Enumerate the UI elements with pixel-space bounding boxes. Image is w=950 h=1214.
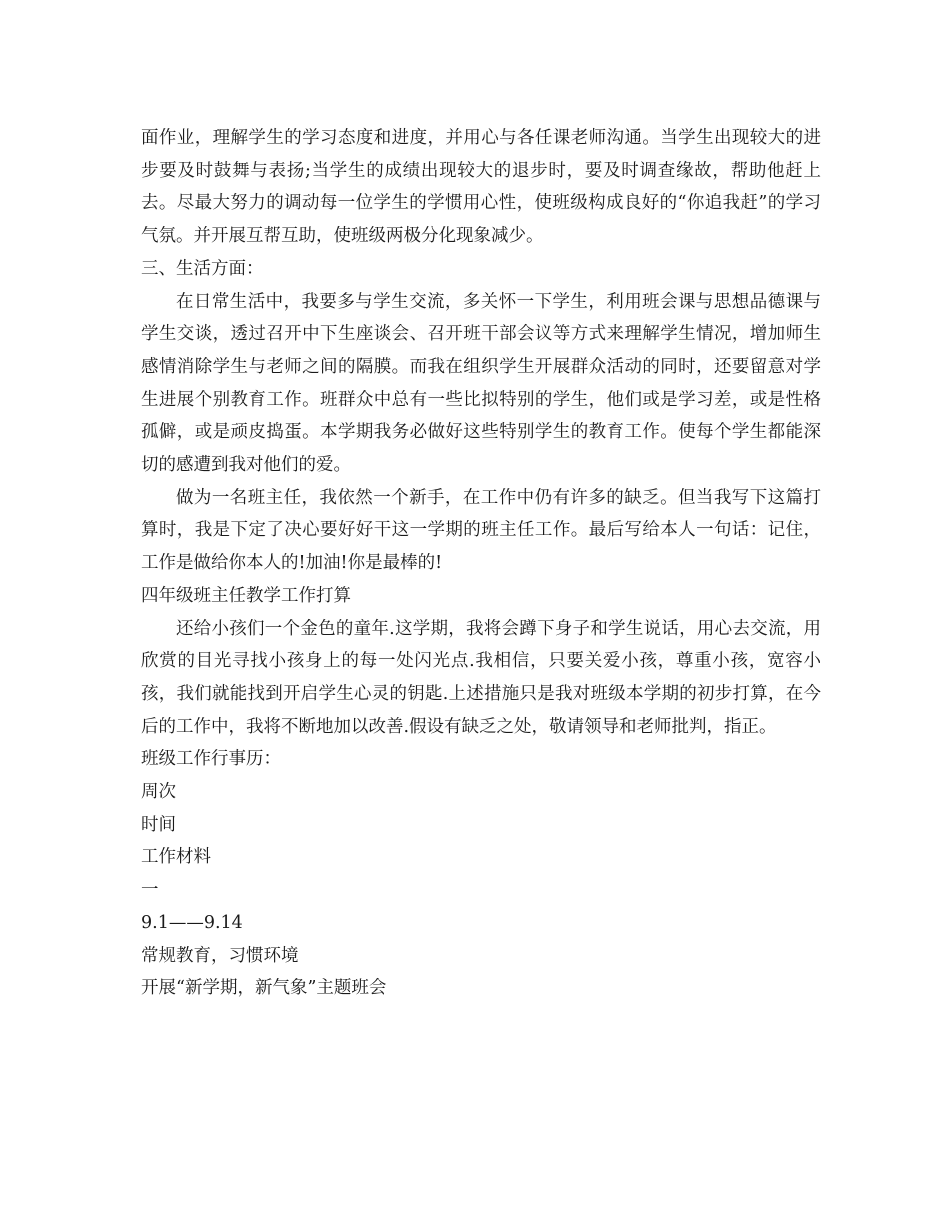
calendar-column-header: 周次 (141, 782, 176, 803)
section-heading: 三、生活方面： (141, 258, 264, 279)
document-body (141, 122, 821, 1005)
section-title: 四年级班主任教学工作打算 (141, 585, 351, 606)
calendar-heading: 班级工作行事历： (141, 749, 281, 770)
body-paragraph: 在日常生活中，我要多与学生交流，多关怀一下学生，利用班会课与思想品德课与学生交谈，透过召开中下生座谈会、召开班干部会议等方式来理解学生情况，增加师生感情消除学生与老师之间的隔膜。而我在组织学生开展群众活动的同时，还要留意对学生进展个别教育工作。班群众中总有一些比拟特别的学生，他们或是学习差，或是性格孤僻，或是顽皮捣蛋。本学期我务必做好这些特别学生的教育工作。使每个学生都能深切的感遭到我对他们的爱。 (141, 291, 821, 476)
calendar-cell: 9.1——9.14 (141, 912, 243, 933)
body-paragraph: 面作业，理解学生的学习态度和进度，并用心与各任课老师沟通。当学生出现较大的进步要及时鼓舞与表扬;当学生的成绩出现较大的退步时，要及时调查缘故，帮助他赶上去。尽最大努力的调动每一位学生的学惯用心性，使班级构成良好的“你追我赶”的学习气氛。并开展互帮互助，使班级两极分化现象减少。 (141, 128, 821, 247)
calendar-cell: 开展“新学期，新气象”主题班会 (141, 978, 387, 999)
body-paragraph: 还给小孩们一个金色的童年.这学期，我将会蹲下身子和学生说话，用心去交流，用欣赏的目光寻找小孩身上的每一处闪光点.我相信，只要关爱小孩，尊重小孩，宽容小孩，我们就能找到开启学生心灵的钥匙.上述措施只是我对班级本学期的初步打算，在今后的工作中，我将不断地加以改善.假设有缺乏之处，敬请领导和老师批判，指正。 (141, 618, 821, 737)
calendar-column-header: 时间 (141, 814, 176, 835)
body-paragraph: 做为一名班主任，我依然一个新手，在工作中仍有许多的缺乏。但当我写下这篇打算时，我是下定了决心要好好干这一学期的班主任工作。最后写给本人一句话：记住，工作是做给你本人的!加油!你是最棒的! (141, 487, 821, 574)
calendar-cell: 常规教育，习惯环境 (141, 945, 299, 966)
calendar-column-header: 工作材料 (141, 847, 211, 868)
calendar-cell: 一 (141, 880, 159, 901)
